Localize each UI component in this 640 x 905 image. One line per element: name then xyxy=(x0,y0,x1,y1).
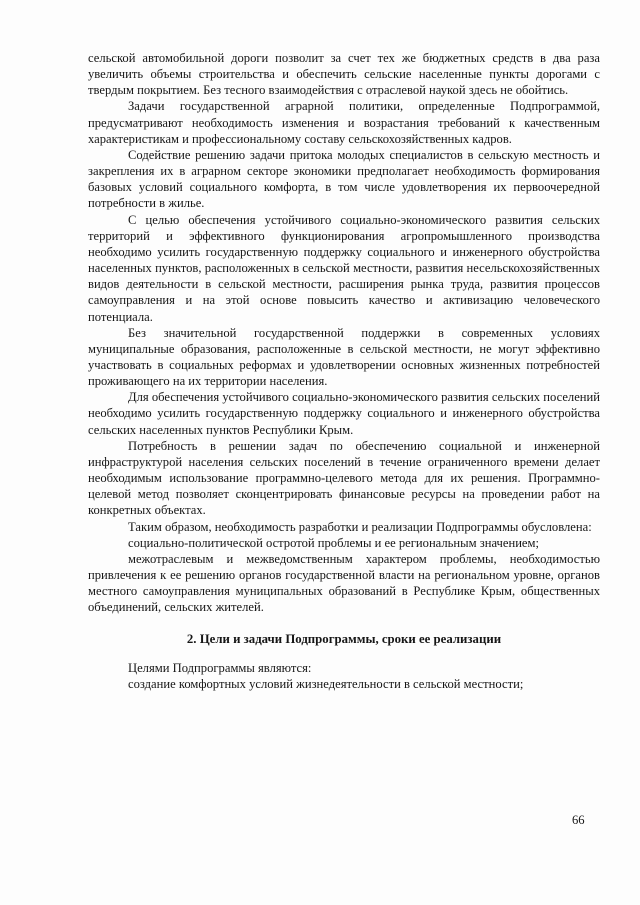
paragraph-9: социально-политической остротой проблемы и ее региональным значением; xyxy=(128,535,539,550)
paragraph-6: Для обеспечения устойчивого социально-экономического развития сельских поселений необходимо усилить государственную поддержку социального и инженерного обустройства сельских населенных пунктов Республики Крым. xyxy=(88,390,600,437)
paragraph-3: Содействие решению задачи притока молодых специалистов в сельскую местность и закрепления их в аграрном секторе экономики предполагает необходимость формирования базовых условий социального комфорта, в том числе удовлетворения их первоочередной потребности в жилье. xyxy=(88,147,600,211)
goals-intro: Целями Подпрограммы являются: xyxy=(128,660,312,675)
paragraph-5: Без значительной государственной поддержки в современных условиях муниципальные образования, расположенные в сельской местности, не могут эффективно участвовать в социальных реформах и удовлетворении основных жизненных потребностей проживающего на их территории населения. xyxy=(88,325,600,389)
paragraph-2: Задачи государственной аграрной политики, определенные Подпрограммой, предусматривают необходимость изменения и возрастания требований к качественным характеристикам и профессиональному составу сельскохозяйственных кадров. xyxy=(88,99,600,146)
paragraph-7: Потребность в решении задач по обеспечению социальной и инженерной инфраструктурой населения сельских поселений в течение ограниченного времени делает необходимым использование программно-целевого метода для их решения. Программно-целевой метод позволяет сконцентрировать финансовые ресурсы на проведении работ на конкретных объектах. xyxy=(88,438,600,518)
section-heading: 2. Цели и задачи Подпрограммы, сроки ее реализации xyxy=(186,632,502,647)
page-number: 66 xyxy=(572,813,585,827)
paragraph-10: межотраслевым и межведомственным характером проблемы, необходимостью привлечения к ее решению органов государственной власти на региональном уровне, органов местного самоуправления муниципальных образований в Республике Крым, общественных объединений, сельских жителей. xyxy=(88,551,600,615)
page-content xyxy=(88,50,600,692)
goal-item-1: создание комфортных условий жизнедеятельности в сельской местности; xyxy=(128,676,524,691)
paragraph-8: Таким образом, необходимость разработки и реализации Подпрограммы обусловлена: xyxy=(128,519,592,534)
paragraph-1: сельской автомобильной дороги позволит за счет тех же бюджетных средств в два раза увеличить объемы строительства и обеспечить сельские населенные пункты дорогами с твердым покрытием. Без тесного взаимодействия с отраслевой наукой здесь не обойтись. xyxy=(88,51,600,98)
paragraph-4: С целью обеспечения устойчивого социально-экономического развития сельских территорий и эффективного функционирования агропромышленного производства необходимо усилить государственную поддержку социального и инженерного обустройства населенных пунктов, расположенных в сельской местности, развития несельскохозяйственных видов деятельности в сельской местности, расширения рынка труда, развития процессов самоуправления и на этой основе повысить качество и активизацию человеческого потенциала. xyxy=(88,212,600,324)
